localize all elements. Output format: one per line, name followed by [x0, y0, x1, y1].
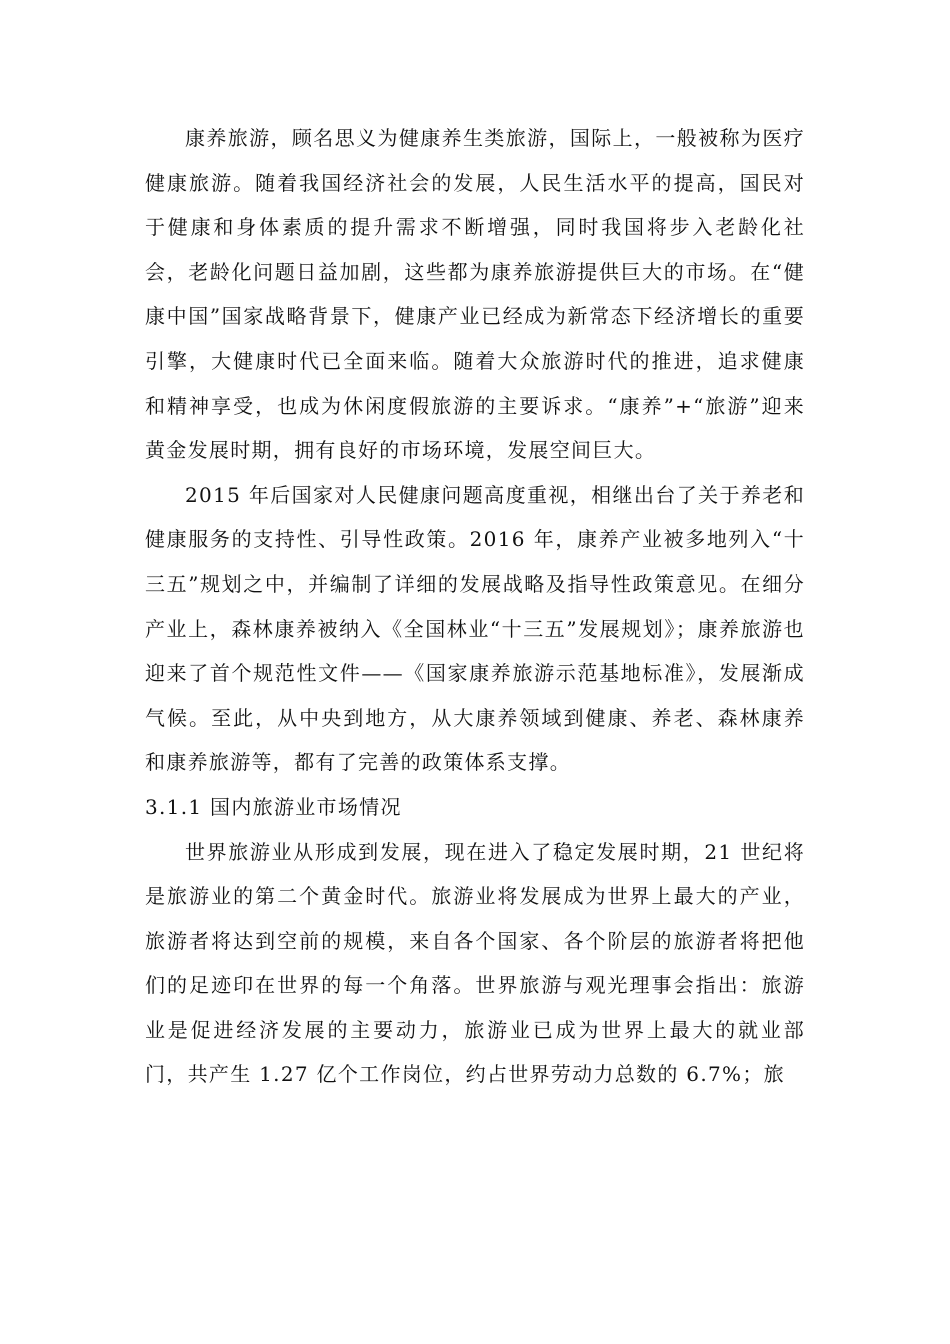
paragraph-policy-2015: 2015 年后国家对人民健康问题高度重视，相继出台了关于养老和健康服务的支持性、引导性政策。2016 年，康养产业被多地列入“十三五”规划之中，并编制了详细的发展战略及指导性政策意见。在细分产业上，森林康养被纳入《全国林业“十三五”发展规划》；康养旅游也迎来了首个规范性文件——《国家康养旅游示范基地标准》，发展渐成气候。至此，从中央到地方，从大康养领域到健康、养老、森林康养和康养旅游等，都有了完善的政策体系支撑。	[145, 482, 805, 775]
section-heading: 3.1.1 国内旅游业市场情况	[145, 794, 402, 819]
paragraph-health-tourism-intro: 康养旅游，顾名思义为健康养生类旅游，国际上，一般被称为医疗健康旅游。随着我国经济社会的发展，人民生活水平的提高，国民对于健康和身体素质的提升需求不断增强，同时我国将步入老龄化社会，老龄化问题日益加剧，这些都为康养旅游提供巨大的市场。在“健康中国”国家战略背景下，健康产业已经成为新常态下经济增长的重要引擎，大健康时代已全面来临。随着大众旅游时代的推进，追求健康和精神享受，也成为休闲度假旅游的主要诉求。“康养”+“旅游”迎来黄金发展时期，拥有良好的市场环境，发展空间巨大。	[145, 126, 805, 463]
paragraph-world-tourism: 世界旅游业从形成到发展，现在进入了稳定发展时期，21 世纪将是旅游业的第二个黄金时代。旅游业将发展成为世界上最大的产业，旅游者将达到空前的规模，来自各个国家、各个阶层的旅游者将把他们的足迹印在世界的每一个角落。世界旅游与观光理事会指出：旅游业是促进经济发展的主要动力，旅游业已成为世界上最大的就业部门，共产生 1.27 亿个工作岗位，约占世界劳动力总数的 6.7%；旅	[145, 839, 805, 1087]
document-body	[145, 116, 805, 1097]
